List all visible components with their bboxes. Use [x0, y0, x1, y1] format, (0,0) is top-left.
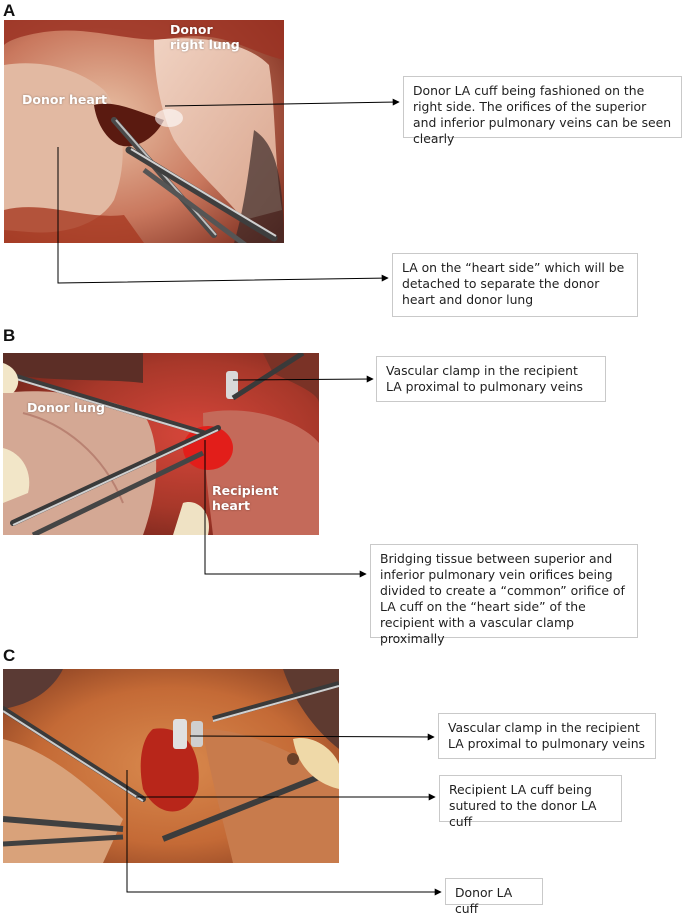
- panel-b-letter: B: [3, 326, 16, 345]
- label-donor-lung: Donor lung: [27, 400, 105, 415]
- callout-c3: Donor LA cuff: [445, 878, 543, 905]
- callout-c2: Recipient LA cuff being sutured to the donor LA cuff: [439, 775, 622, 822]
- label-donor-right-lung: Donor right lung: [170, 22, 240, 52]
- label-donor-heart: Donor heart: [22, 92, 107, 107]
- panel-c-letter: C: [3, 646, 16, 665]
- panel-a-photo: [4, 20, 284, 243]
- callout-c1: Vascular clamp in the recipient LA proximal to pulmonary veins: [438, 713, 656, 759]
- panel-c-photo: [3, 669, 339, 863]
- panel-b-photo: [3, 353, 319, 535]
- label-recipient-heart: Recipient heart: [212, 483, 279, 513]
- callout-a1: Donor LA cuff being fashioned on the right side. The orifices of the superior and inferior pulmonary veins can be seen clearly: [403, 76, 682, 138]
- callout-b1: Vascular clamp in the recipient LA proximal to pulmonary veins: [376, 356, 606, 402]
- panel-a-letter: A: [3, 1, 16, 20]
- callout-a2: LA on the “heart side” which will be detached to separate the donor heart and donor lung: [392, 253, 638, 317]
- callout-b2: Bridging tissue between superior and inferior pulmonary vein orifices being divided to create a “common” orifice of LA cuff on the “heart side” of the recipient with a vascular clamp proximally: [370, 544, 638, 638]
